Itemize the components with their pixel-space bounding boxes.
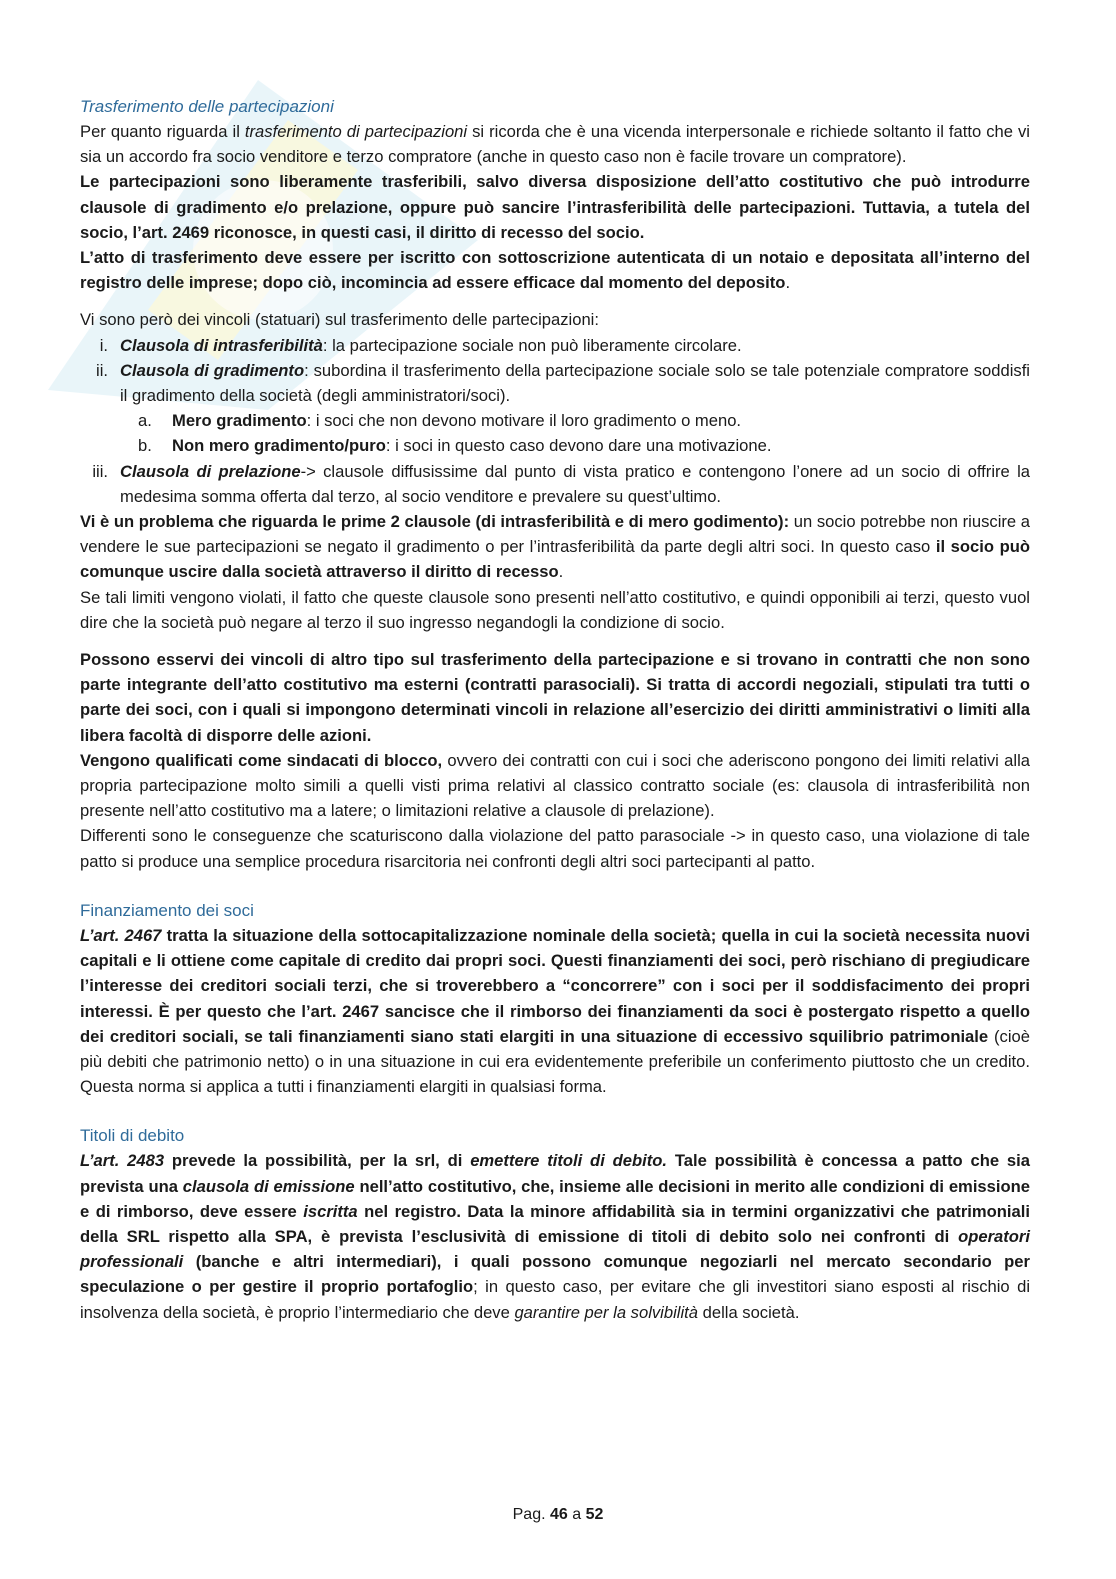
paragraph: Vi sono però dei vincoli (statuari) sul trasferimento delle partecipazioni: — [80, 310, 599, 330]
section-heading-finanziamento: Finanziamento dei soci — [80, 900, 254, 920]
paragraph: Vi è un problema che riguarda le prime 2 clausole (di intrasferibilità e di mero godimento): un socio potrebbe non riuscire a vendere le sue partecipazioni se negato il gradimento o per l’intrasferibilità da parte degli altri soci. In questo caso il socio può comunque uscire dalla società attraverso il diritto di recesso. — [80, 512, 1030, 582]
paragraph: Differenti sono le conseguenze che scaturiscono dalla violazione del patto parasociale -> in questo caso, una violazione di tale patto si produce una semplice procedura risarcitoria nei confronti degli altri soci partecipanti al patto. — [80, 826, 1030, 871]
paragraph: Vengono qualificati come sindacati di blocco, ovvero dei contratti con cui i soci che aderiscono pongono dei limiti relativi alla propria partecipazione molto simili a quelli visti prima relativi al classico contratto sociale (es: clausola di intrasferibilità non presente nell’atto costitutivo ma a latere; o limitazioni relative a clausole di prelazione). — [80, 750, 1030, 821]
paragraph-bold: Le partecipazioni sono liberamente trasferibili, salvo diversa disposizione dell’atto costitutivo che può introdurre clausole di gradimento e/o prelazione, oppure può sancire l’intrasferibilità delle partecipazioni. Tuttavia, a tutela del socio, l’art. 2469 riconosce, in questi casi, il diritto di recesso del socio. — [80, 172, 1030, 242]
paragraph-bold: Possono esservi dei vincoli di altro tipo sul trasferimento della partecipazione e si trovano in contratti che non sono parte integrante dell’atto costitutivo ma esterni (contratti parasociali). Si tratta di accordi negoziali, stipulati tra tutti o parte dei soci, con i quali si impongono determinati vincoli in relazione all’esercizio dei diritti amministrativi o limiti alla libera facoltà di disporre delle azioni. — [80, 650, 1030, 745]
paragraph: L’atto di trasferimento deve essere per iscritto con sottoscrizione autenticata di un notaio e depositata all’interno del registro delle imprese; dopo ciò, incomincia ad essere efficace dal momento del deposito. — [80, 248, 1030, 293]
paragraph: Se tali limiti vengono violati, il fatto che queste clausole sono presenti nell’atto costitutivo, e quindi opponibili ai terzi, questo vuol dire che la società può negare al terzo il suo ingresso negandogli la condizione di socio. — [80, 587, 1030, 632]
paragraph: L’art. 2483 prevede la possibilità, per la srl, di emettere titoli di debito. Tale possibilità è concessa a patto che sia prevista una clausola di emissione nell’atto costitutivo, che, insieme alle decisioni in merito alle condizioni di emissione e di rimborso, deve essere iscritta nel registro. Data la minore affidabilità sia in termini organizzativi che patrimoniali della SRL rispetto alla SPA, è prevista l’esclusività di emissione di titoli di debito solo nei confronti di operatori professionali (banche e altri intermediari), i quali possono comunque negoziarli nel mercato secondario per speculazione o per gestire il proprio portafoglio; in questo caso, per evitare che gli investitori siano esposti al rischio di insolvenza della società, è proprio l’intermediario che deve garantire per la solvibilità della società. — [80, 1151, 1030, 1322]
list-item: a. Mero gradimento: i soci che non devono motivare il loro gradimento o meno. — [138, 411, 742, 431]
page-number: 46 — [549, 1506, 568, 1523]
section-heading-trasferimento: Trasferimento delle partecipazioni — [80, 97, 334, 116]
list-item: iii. Clausola di prelazione-> clausole diffusissime dal punto di vista pratico e contengono l’onere ad un socio di offrire la medesima somma offerta dal terzo, al socio venditore e prevalere su quest’ultimo. — [92, 461, 1030, 506]
section-heading-titoli: Titoli di debito — [80, 1126, 185, 1146]
document-page — [80, 94, 1030, 1325]
page-total: 52 — [585, 1506, 604, 1523]
sub-list — [120, 408, 1030, 458]
page-footer: Pag. 46 a 52 — [512, 1506, 604, 1523]
paragraph: L’art. 2467 tratta la situazione della sottocapitalizzazione nominale della società; quella in cui la società necessita nuovi capitali e li ottiene come capitale di credito dai propri soci. Questi finanziamenti dei soci, però rischiano di pregiudicare l’interesse dei creditori sociali terzi, che si troverebbero a “concorrere” con i soci per il soddisfacimento dei propri interessi. È per questo che l’art. 2467 sancisce che il rimborso dei finanziamenti da soci è postergato rispetto a quello dei creditori sociali, se tali finanziamenti siano stati elargiti in una situazione di eccessivo squilibrio patrimoniale (cioè più debiti che patrimonio netto) o in una situazione in cui era evidentemente preferibile un conferimento piuttosto che un credito. Questa norma si applica a tutti i finanziamenti elargiti in qualsiasi forma. — [80, 925, 1030, 1097]
clause-list — [80, 333, 1030, 509]
list-item: ii. Clausola di gradimento: subordina il trasferimento della partecipazione sociale solo se tale potenziale compratore soddisfi il gradimento della società (degli amministratori/soci). a. Mero gradimento: i soci che non devono motivare il loro gradimento o meno. b. Non mero gradimento/puro: i soci in questo caso devono dare una motivazione. — [120, 358, 1030, 459]
list-item: b. Non mero gradimento/puro: i soci in questo caso devono dare una motivazione. — [138, 436, 772, 456]
list-item: i. Clausola di intrasferibilità: la partecipazione sociale non può liberamente circolare. — [99, 335, 742, 355]
paragraph: Per quanto riguarda il trasferimento di partecipazioni si ricorda che è una vicenda interpersonale e richiede soltanto il fatto che vi sia un accordo fra socio venditore e terzo compratore (anche in questo caso non è facile trovare un compratore). — [80, 122, 1030, 167]
